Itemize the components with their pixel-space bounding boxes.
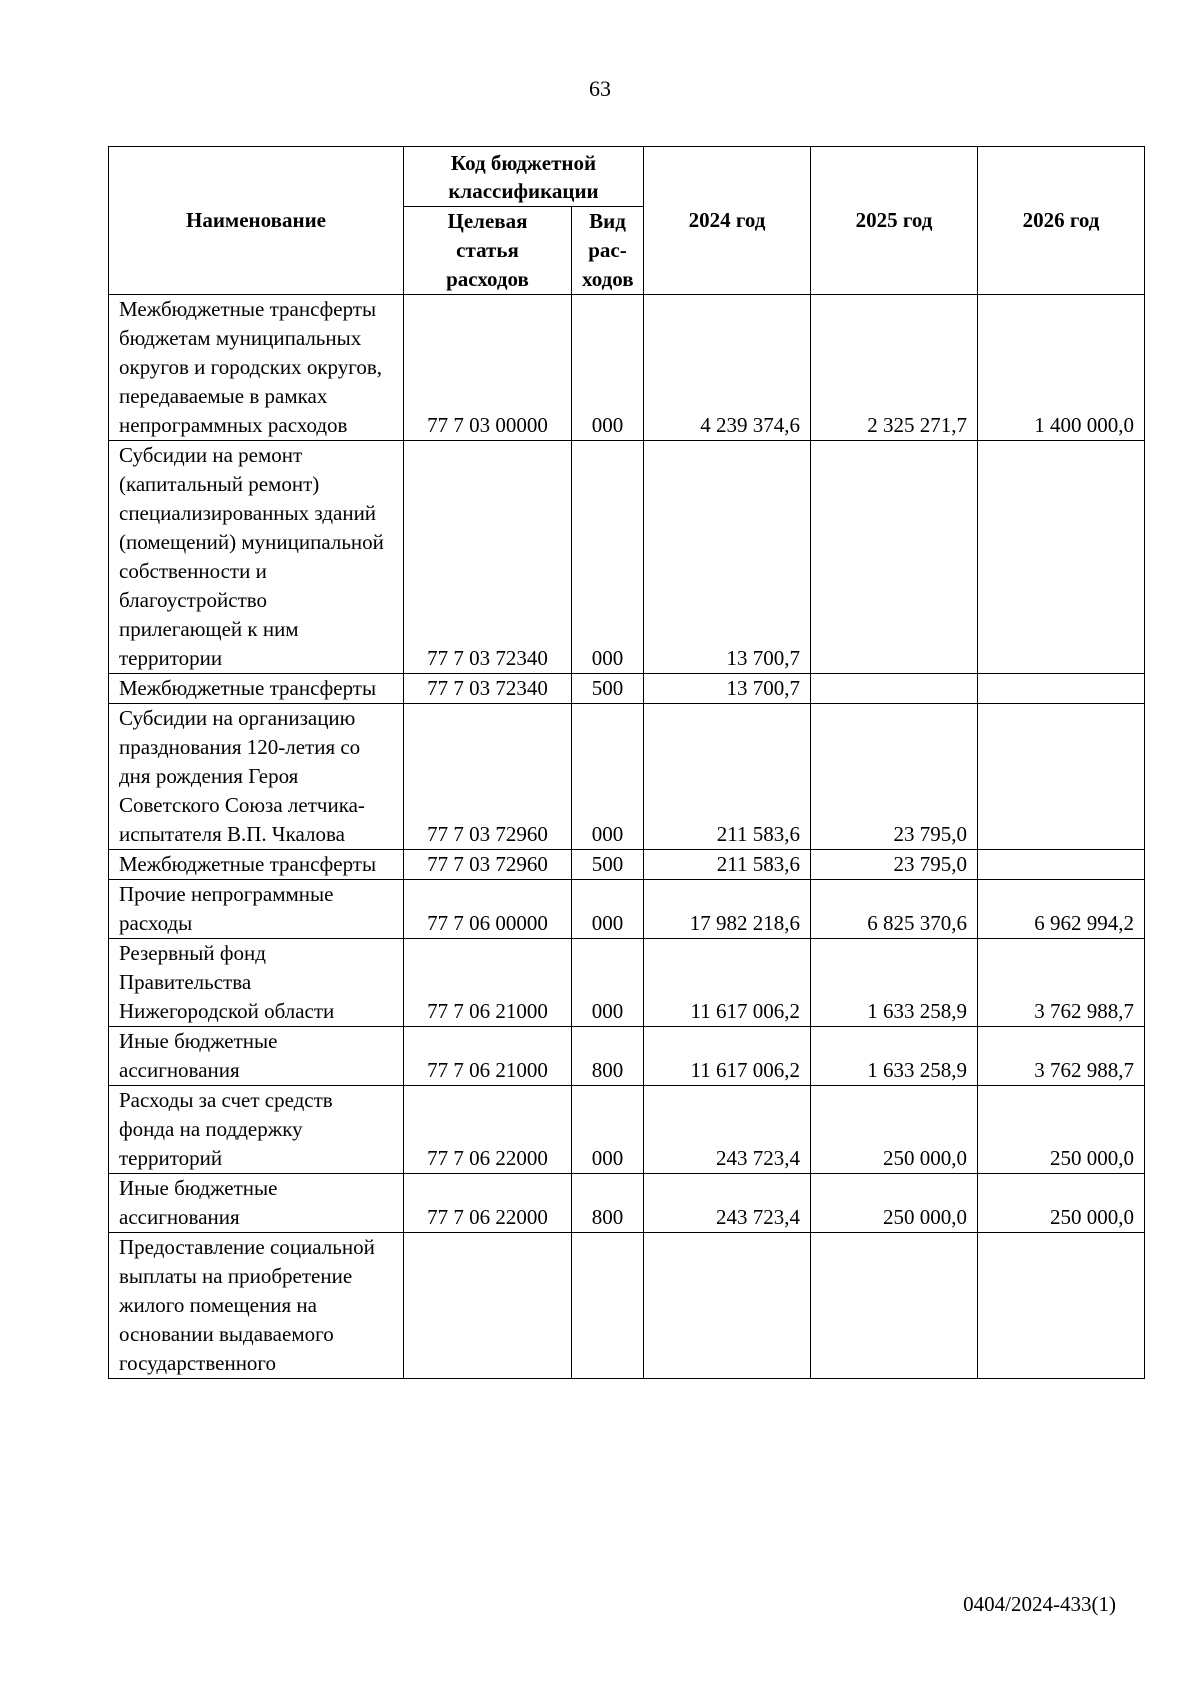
header-2024: 2024 год — [644, 147, 811, 295]
header-expense-type: Вид рас-ходов — [572, 207, 644, 295]
table-row — [109, 674, 1145, 704]
cell-2026 — [978, 1233, 1145, 1379]
table-body — [109, 295, 1145, 1379]
cell-2024: 13 700,7 — [644, 674, 811, 704]
cell-2026: 250 000,0 — [978, 1086, 1145, 1174]
cell-name: Межбюджетные трансферты бюджетам муниципальных округов и городских округов, передаваемые в рамках непрограммных расходов — [109, 295, 404, 441]
cell-2025: 2 325 271,7 — [811, 295, 978, 441]
cell-target-code: 77 7 06 21000 — [404, 1027, 572, 1086]
cell-name: Субсидии на ремонт (капитальный ремонт) специализированных зданий (помещений) муниципальной собственности и благоустройство прилегающей к ним территории — [109, 441, 404, 674]
cell-2024: 17 982 218,6 — [644, 880, 811, 939]
cell-name: Иные бюджетные ассигнования — [109, 1174, 404, 1233]
table-row — [109, 1233, 1145, 1379]
cell-name: Расходы за счет средств фонда на поддержку территорий — [109, 1086, 404, 1174]
cell-expense-type: 000 — [572, 939, 644, 1027]
cell-2025: 250 000,0 — [811, 1174, 978, 1233]
header-name: Наименование — [109, 147, 404, 295]
table-row — [109, 1086, 1145, 1174]
cell-expense-type: 500 — [572, 674, 644, 704]
cell-target-code: 77 7 03 72340 — [404, 674, 572, 704]
page-number: 63 — [589, 76, 611, 101]
table-row — [109, 704, 1145, 850]
header-2025: 2025 год — [811, 147, 978, 295]
cell-2025: 250 000,0 — [811, 1086, 978, 1174]
cell-target-code — [404, 1233, 572, 1379]
header-code-group: Код бюджетной классификации — [404, 147, 644, 207]
cell-2024: 13 700,7 — [644, 441, 811, 674]
cell-2024 — [644, 1233, 811, 1379]
cell-2024: 11 617 006,2 — [644, 939, 811, 1027]
cell-name: Иные бюджетные ассигнования — [109, 1027, 404, 1086]
cell-target-code: 77 7 03 72340 — [404, 441, 572, 674]
cell-2025: 23 795,0 — [811, 704, 978, 850]
cell-2026: 3 762 988,7 — [978, 1027, 1145, 1086]
cell-target-code: 77 7 06 22000 — [404, 1174, 572, 1233]
cell-name: Предоставление социальной выплаты на приобретение жилого помещения на основании выдаваемого государственного — [109, 1233, 404, 1379]
cell-expense-type: 000 — [572, 704, 644, 850]
table-row — [109, 880, 1145, 939]
cell-target-code: 77 7 03 72960 — [404, 704, 572, 850]
cell-2026: 1 400 000,0 — [978, 295, 1145, 441]
cell-2024: 4 239 374,6 — [644, 295, 811, 441]
cell-2026: 3 762 988,7 — [978, 939, 1145, 1027]
table-row — [109, 850, 1145, 880]
cell-2025: 1 633 258,9 — [811, 939, 978, 1027]
cell-name: Субсидии на организацию празднования 120-летия со дня рождения Героя Советского Союза летчика-испытателя В.П. Чкалова — [109, 704, 404, 850]
budget-table — [108, 146, 1145, 1379]
table-row — [109, 295, 1145, 441]
cell-target-code: 77 7 06 21000 — [404, 939, 572, 1027]
cell-2024: 243 723,4 — [644, 1174, 811, 1233]
cell-2025 — [811, 674, 978, 704]
cell-name: Прочие непрограммные расходы — [109, 880, 404, 939]
cell-2026 — [978, 850, 1145, 880]
cell-target-code: 77 7 03 00000 — [404, 295, 572, 441]
cell-2026 — [978, 674, 1145, 704]
cell-name: Межбюджетные трансферты — [109, 674, 404, 704]
cell-2024: 243 723,4 — [644, 1086, 811, 1174]
cell-2025: 23 795,0 — [811, 850, 978, 880]
cell-expense-type: 000 — [572, 1086, 644, 1174]
cell-expense-type: 800 — [572, 1027, 644, 1086]
cell-expense-type: 000 — [572, 880, 644, 939]
cell-expense-type: 000 — [572, 441, 644, 674]
table-row — [109, 441, 1145, 674]
cell-2025 — [811, 1233, 978, 1379]
cell-2025: 1 633 258,9 — [811, 1027, 978, 1086]
cell-2026 — [978, 704, 1145, 850]
table-header — [109, 147, 1145, 295]
cell-target-code: 77 7 06 00000 — [404, 880, 572, 939]
cell-2026: 250 000,0 — [978, 1174, 1145, 1233]
table-row — [109, 1027, 1145, 1086]
header-target-article: Целевая статья расходов — [404, 207, 572, 295]
cell-expense-type: 500 — [572, 850, 644, 880]
cell-target-code: 77 7 06 22000 — [404, 1086, 572, 1174]
cell-name: Резервный фонд Правительства Нижегородской области — [109, 939, 404, 1027]
cell-2026 — [978, 441, 1145, 674]
cell-2024: 11 617 006,2 — [644, 1027, 811, 1086]
document-id: 0404/2024-433(1) — [963, 1592, 1116, 1616]
cell-name: Межбюджетные трансферты — [109, 850, 404, 880]
table-row — [109, 939, 1145, 1027]
cell-2024: 211 583,6 — [644, 850, 811, 880]
cell-2024: 211 583,6 — [644, 704, 811, 850]
cell-2026: 6 962 994,2 — [978, 880, 1145, 939]
header-2026: 2026 год — [978, 147, 1145, 295]
cell-expense-type: 800 — [572, 1174, 644, 1233]
cell-expense-type — [572, 1233, 644, 1379]
cell-expense-type: 000 — [572, 295, 644, 441]
cell-2025: 6 825 370,6 — [811, 880, 978, 939]
table-row — [109, 1174, 1145, 1233]
cell-target-code: 77 7 03 72960 — [404, 850, 572, 880]
cell-2025 — [811, 441, 978, 674]
